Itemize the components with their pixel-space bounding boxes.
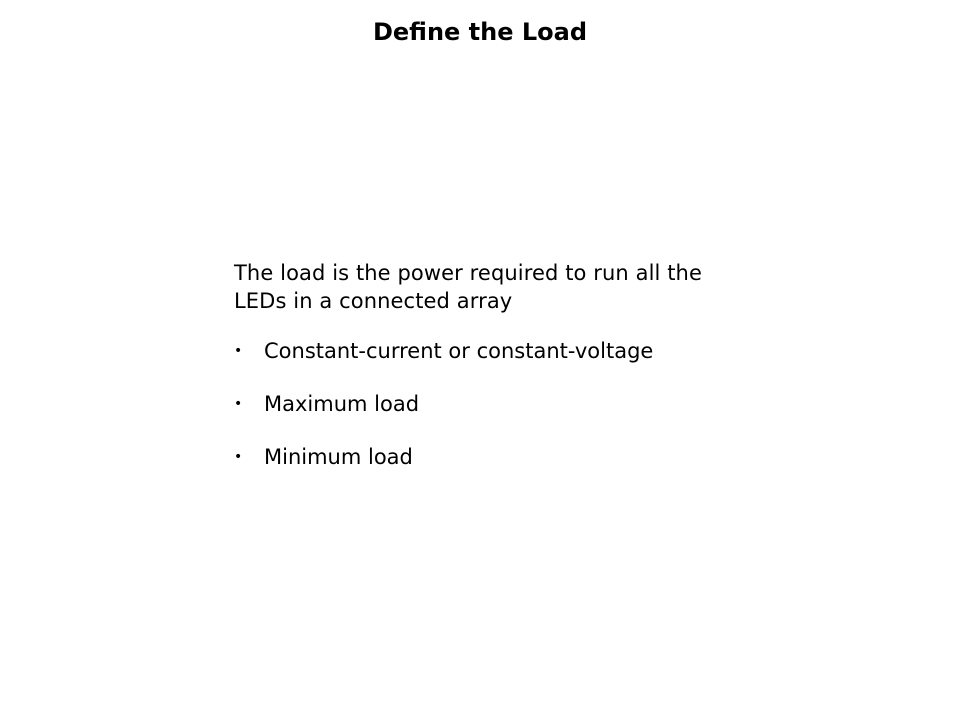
bullet-icon: • <box>234 449 243 465</box>
slide-body <box>234 259 754 496</box>
bullet-item <box>234 390 754 418</box>
bullet-text: Minimum load <box>264 445 413 469</box>
bullet-item <box>234 443 754 471</box>
bullet-icon: • <box>234 396 243 412</box>
bullet-text: Constant-current or constant-voltage <box>264 339 654 363</box>
bullet-item <box>234 337 754 365</box>
intro-paragraph: The load is the power required to run all the LEDs in a connected array <box>234 261 702 313</box>
slide-title: Define the Load <box>372 18 588 46</box>
bullet-text: Maximum load <box>264 392 420 416</box>
bullet-list <box>234 337 754 471</box>
bullet-icon: • <box>234 343 243 359</box>
